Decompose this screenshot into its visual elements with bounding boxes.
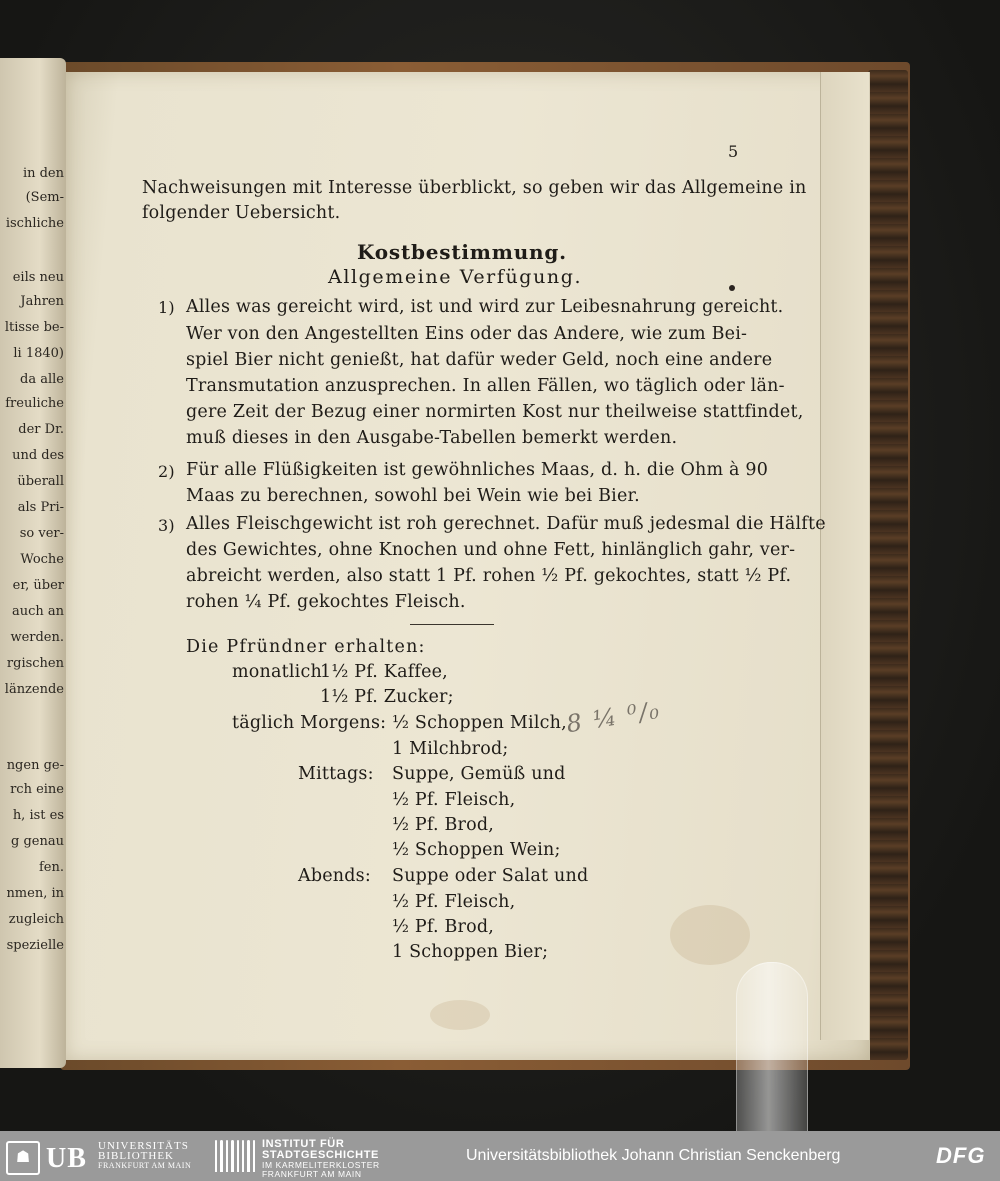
evening-entry: ½ Pf. Brod, <box>392 917 495 937</box>
monthly-label: monatlich <box>232 662 322 682</box>
section-heading: Kostbestimmung. <box>357 240 567 264</box>
left-page-fragment: auch an <box>11 604 64 619</box>
left-page-fragment: rgischen <box>6 656 64 671</box>
ub-logo[interactable] <box>6 1137 94 1175</box>
left-page-fragment: so ver- <box>19 526 64 541</box>
left-page-fragment: da alle <box>20 372 64 387</box>
noon-entry: ½ Schoppen Wein; <box>392 840 561 860</box>
left-page-fragment: ngen ge- <box>6 758 64 773</box>
noon-entry: ½ Pf. Brod, <box>392 815 495 835</box>
evening-entry: 1 Schoppen Bier; <box>392 942 549 962</box>
item-line: abreicht werden, also statt 1 Pf. rohen ½ Pf. gekochtes, statt ½ Pf. <box>186 566 792 586</box>
item-line: gere Zeit der Bezug einer normirten Kost nur theilweise stattfindet, <box>186 402 804 422</box>
institute-columns-icon <box>215 1140 255 1172</box>
left-page-fragment: ltisse be- <box>4 320 64 335</box>
paper-stain <box>430 1000 490 1030</box>
left-page-fragment: als Pri- <box>17 500 64 515</box>
paper-stain <box>670 905 750 965</box>
noon-entry: ½ Pf. Fleisch, <box>392 790 516 810</box>
item-line: rohen ¼ Pf. gekochtes Fleisch. <box>186 592 466 612</box>
divider-rule <box>410 624 494 625</box>
dfg-logo[interactable]: DFG <box>936 1143 986 1168</box>
morning-entry: 1 Milchbrod; <box>392 739 509 759</box>
left-page-fragment: (Sem- <box>25 190 64 205</box>
item-line: des Gewichtes, ohne Knochen und ohne Fett, hinlänglich gahr, ver- <box>186 540 796 560</box>
book-cover-edge <box>868 70 908 1060</box>
inst-line: IM KARMELITERKLOSTER <box>262 1160 380 1170</box>
ub-line: BIBLIOTHEK <box>98 1150 174 1162</box>
page-edge-strip <box>820 72 869 1040</box>
item-number: 2) <box>158 462 175 481</box>
morning-entry: ½ Schoppen Milch, <box>392 713 567 733</box>
left-page-fragment: nmen, in <box>6 886 64 901</box>
ub-line: FRANKFURT AM MAIN <box>98 1161 192 1170</box>
ub-letters: UB <box>46 1143 87 1174</box>
library-name-link[interactable]: Universitätsbibliothek Johann Christian Senckenberg <box>466 1147 841 1164</box>
left-page-fragment: eils neu <box>12 270 64 285</box>
left-page-fragment: Woche <box>20 552 64 567</box>
monthly-entry: 1½ Pf. Zucker; <box>320 687 454 707</box>
left-page-fragment: freuliche <box>5 396 64 411</box>
library-crest-icon: ☗ <box>6 1141 40 1175</box>
left-page <box>0 58 66 1068</box>
left-page-fragment: und des <box>12 448 64 463</box>
left-page-fragment: in den <box>22 166 64 181</box>
intro-line: folgender Uebersicht. <box>142 203 341 223</box>
footer-bar <box>0 1131 1000 1181</box>
evening-entry: ½ Pf. Fleisch, <box>392 892 516 912</box>
handwritten-note: 8 ¼ ⁰/₀ <box>564 695 663 739</box>
left-page-fragment: überall <box>17 474 64 489</box>
monthly-entry: 1½ Pf. Kaffee, <box>320 662 448 682</box>
item-line: muß dieses in den Ausgabe-Tabellen bemerkt werden. <box>186 428 678 448</box>
left-page-fragment: fen. <box>38 860 64 875</box>
left-page-fragment: der Dr. <box>18 422 64 437</box>
inst-line: INSTITUT FÜR <box>262 1138 345 1150</box>
provisions-title: Die Pfründner erhalten: <box>186 637 426 657</box>
item-line: spiel Bier nicht genießt, hat dafür weder Geld, noch eine andere <box>186 350 773 370</box>
page-holder-clip <box>736 962 808 1131</box>
left-page-fragment: g genau <box>11 834 64 849</box>
item-line: Alles Fleischgewicht ist roh gerechnet. Dafür muß jedesmal die Hälfte <box>186 514 826 534</box>
item-line: Für alle Flüßigkeiten ist gewöhnliches Maas, d. h. die Ohm à 90 <box>186 460 769 480</box>
left-page-fragment: Jahren <box>20 294 64 309</box>
item-line: Maas zu berechnen, sowohl bei Wein wie bei Bier. <box>186 486 640 506</box>
left-page-fragment: h, ist es <box>12 808 64 823</box>
left-page-fragment: ischliche <box>5 216 64 231</box>
left-page-fragment: er, über <box>12 578 64 593</box>
inst-line: STADTGESCHICHTE <box>262 1149 379 1161</box>
left-page-fragment: li 1840) <box>13 346 64 361</box>
left-page-fragment: werden. <box>10 630 64 645</box>
left-page-fragment: zugleich <box>8 912 64 927</box>
left-page-fragment: länzende <box>4 682 64 697</box>
item-number: 1) <box>158 298 175 317</box>
left-page-fragment: spezielle <box>6 938 64 953</box>
morning-label: täglich Morgens: <box>232 713 387 733</box>
item-line: Wer von den Angestellten Eins oder das Andere, wie zum Bei- <box>186 324 748 344</box>
page-number: 5 <box>728 142 739 161</box>
item-number: 3) <box>158 516 175 535</box>
ub-text <box>98 1141 191 1171</box>
section-subheading: Allgemeine Verfügung. <box>328 266 583 288</box>
evening-entry: Suppe oder Salat und <box>392 866 589 886</box>
inst-line: FRANKFURT AM MAIN <box>262 1169 362 1179</box>
item-line: Transmutation anzusprechen. In allen Fällen, wo täglich oder län- <box>186 376 785 396</box>
item-line: Alles was gereicht wird, ist und wird zur Leibesnahrung gereicht. <box>186 297 784 317</box>
noon-entry: Suppe, Gemüß und <box>392 764 566 784</box>
noon-label: Mittags: <box>298 764 374 784</box>
left-page-fragment: rch eine <box>10 782 64 797</box>
ink-dot <box>729 285 735 291</box>
evening-label: Abends: <box>298 866 371 886</box>
ub-line: UNIVERSITÄTS <box>98 1140 189 1152</box>
institute-text[interactable] <box>262 1139 380 1179</box>
intro-line: Nachweisungen mit Interesse überblickt, so geben wir das Allgemeine in <box>142 178 807 198</box>
